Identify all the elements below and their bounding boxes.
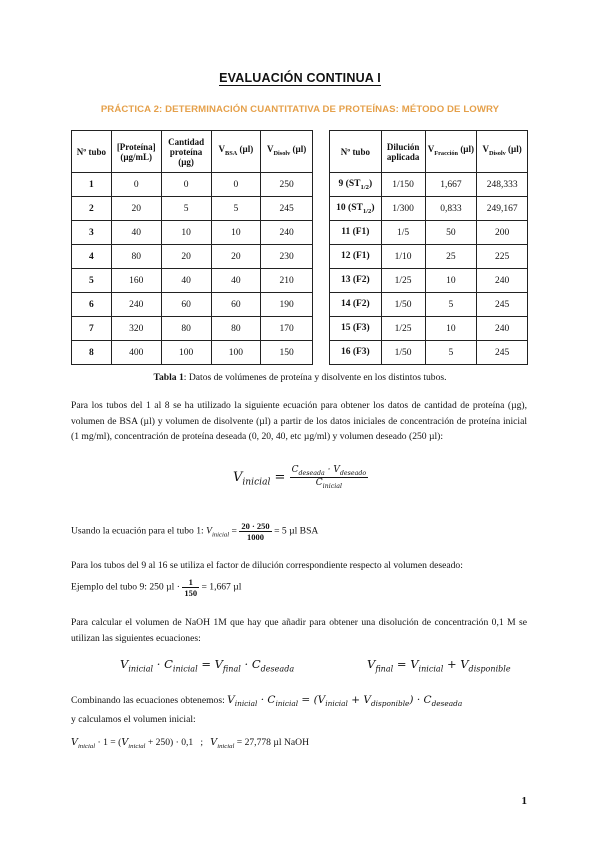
table-cell: 320 xyxy=(111,317,161,341)
header-v-bsa: $V_{BSA}$ (µl) xyxy=(211,131,261,173)
table-cell: 249,167 xyxy=(477,197,528,221)
table-tubes-9-16 xyxy=(329,130,528,365)
table-cell: 20 xyxy=(211,245,261,269)
tube-number: 3 xyxy=(72,221,112,245)
table-cell: 50 xyxy=(425,221,477,245)
table-cell: 0 xyxy=(111,173,161,197)
header-protein-amount: Cantidad proteína (µg) xyxy=(161,131,211,173)
table-row xyxy=(330,269,528,293)
table-cell: 0 xyxy=(211,173,261,197)
table-cell: 160 xyxy=(111,269,161,293)
table-cell: 1/150 xyxy=(381,173,425,197)
tube-number: 7 xyxy=(72,317,112,341)
table-row xyxy=(330,317,528,341)
table-cell: 40 xyxy=(211,269,261,293)
table-cell: 80 xyxy=(161,317,211,341)
table-cell: 230 xyxy=(261,245,313,269)
final-calculation: $V_{inicial} \cdot 1 = (V_{inicial} + 250) \cdot 0,1$ ; $V_{inicial} = 27,778$ µl NaOH xyxy=(71,737,309,750)
table-cell: 10 xyxy=(425,269,477,293)
table-cell: 240 xyxy=(261,221,313,245)
document-title: EVALUACIÓN CONTINUA I xyxy=(219,71,381,85)
tube-number: 4 xyxy=(72,245,112,269)
practice-subtitle: PRÁCTICA 2: DETERMINACIÓN CUANTITATIVA DE PROTEÍNAS: MÉTODO DE LOWRY xyxy=(100,104,500,115)
header-v-disolv: $V_{Disolv}$ (µl) xyxy=(261,131,313,173)
table-cell: 245 xyxy=(477,293,528,317)
table-cell: 5 xyxy=(425,341,477,365)
header-dilution: Dilución aplicada xyxy=(381,131,425,173)
table-cell: 240 xyxy=(477,269,528,293)
table-cell: 170 xyxy=(261,317,313,341)
tube-number: 5 xyxy=(72,269,112,293)
table-cell: 5 xyxy=(425,293,477,317)
table-cell: 10 xyxy=(425,317,477,341)
table-cell: 40 xyxy=(161,269,211,293)
table-row xyxy=(330,173,528,197)
table-cell: 0,833 xyxy=(425,197,477,221)
tube-number: 1 xyxy=(72,173,112,197)
table-cell: 1/5 xyxy=(381,221,425,245)
table-row xyxy=(72,341,313,365)
tube-number: 10 $(ST_{1/2})$ xyxy=(330,197,382,221)
formula-dilution: $V_{inicial} \cdot C_{inicial} = V_{final} \cdot C_{deseada}$ xyxy=(120,657,295,674)
table-row xyxy=(72,173,313,197)
paragraph-method: Para los tubos del 1 al 8 se ha utilizado la siguiente ecuación para obtener los datos de cantidad de proteína (µg), volumen de BSA (µl) y volumen de disolvente (µl) a partir de los datos iniciales de concentración de proteína inicial (1 mg/ml), concentración de proteína deseada (0, 20, 40, etc µg/ml) y volumen deseado (250 µl): xyxy=(71,400,527,442)
table-cell: 80 xyxy=(211,317,261,341)
table-cell: 10 xyxy=(211,221,261,245)
table-tubes-1-8 xyxy=(71,130,313,365)
table-cell: 1/50 xyxy=(381,293,425,317)
table-cell: 190 xyxy=(261,293,313,317)
tube-number: 6 xyxy=(72,293,112,317)
table-cell: 20 xyxy=(161,245,211,269)
table-cell: 248,333 xyxy=(477,173,528,197)
table-cell: 1/25 xyxy=(381,269,425,293)
table-cell: 80 xyxy=(111,245,161,269)
table-cell: 60 xyxy=(211,293,261,317)
table-cell: 40 xyxy=(111,221,161,245)
tube-number: 12 (F1) xyxy=(330,245,382,269)
tube-number: 11 (F1) xyxy=(330,221,382,245)
table-row xyxy=(72,245,313,269)
table-cell: 5 xyxy=(211,197,261,221)
tube-number: 15 (F3) xyxy=(330,317,382,341)
formula-volume-sum: $V_{final} = V_{inicial} + V_{disponible}$ xyxy=(367,657,511,674)
table-cell: 150 xyxy=(261,341,313,365)
table-cell: 210 xyxy=(261,269,313,293)
table-cell: 245 xyxy=(261,197,313,221)
table-cell: 1,667 xyxy=(425,173,477,197)
tube-number: 13 (F2) xyxy=(330,269,382,293)
example-tube-1: Usando la ecuación para el tubo 1: $V_{inicial}$ = $\frac{20 \cdot 250}{1000}$ = 5 µl BSA xyxy=(71,521,319,542)
table-cell: 200 xyxy=(477,221,528,245)
table-cell: 240 xyxy=(477,317,528,341)
table-row xyxy=(330,221,528,245)
header-v-disolv: $V_{Disolv}$ (µl) xyxy=(477,131,528,173)
table-cell: 100 xyxy=(211,341,261,365)
table-row xyxy=(72,317,313,341)
table-cell: 25 xyxy=(425,245,477,269)
table-cell: 1/10 xyxy=(381,245,425,269)
formula-v-inicial: $V_{inicial}$ = $\frac{C_{deseada} \cdot V_{deseado}}{C_{inicial}}$ xyxy=(233,465,367,490)
table-row xyxy=(72,197,313,221)
table-cell: 400 xyxy=(111,341,161,365)
tube-number: 16 (F3) xyxy=(330,341,382,365)
paragraph-dilution: Para los tubos del 9 al 16 se utiliza el factor de dilución correspondiente respecto al volumen deseado: xyxy=(71,560,463,571)
table-cell: 10 xyxy=(161,221,211,245)
table-cell: 100 xyxy=(161,341,211,365)
page-number: 1 xyxy=(521,795,527,807)
header-v-fraccion: $V_{Fracción}$ (µl) xyxy=(425,131,477,173)
table-row xyxy=(72,293,313,317)
table-row xyxy=(330,293,528,317)
tube-number: 8 xyxy=(72,341,112,365)
paragraph-calc: y calculamos el volumen inicial: xyxy=(71,714,196,725)
example-tube-9: Ejemplo del tubo 9: 250 µl · $\frac{1}{150}$ = 1,667 µl xyxy=(71,577,242,598)
table-row xyxy=(330,197,528,221)
table-cell: 60 xyxy=(161,293,211,317)
table-cell: 240 xyxy=(111,293,161,317)
table-row xyxy=(330,341,528,365)
table-caption: Tabla 1: Datos de volúmenes de proteína y disolvente en los distintos tubos. xyxy=(153,372,447,383)
table-cell: 225 xyxy=(477,245,528,269)
table-cell: 1/50 xyxy=(381,341,425,365)
table-cell: 245 xyxy=(477,341,528,365)
table-cell: 1/25 xyxy=(381,317,425,341)
combined-equation: Combinando las ecuaciones obtenemos: $V_{inicial} \cdot C_{inicial} = (V_{inicial} + V_{disponible}) \cdot C_{deseada}$ xyxy=(71,694,463,709)
table-cell: 250 xyxy=(261,173,313,197)
table-row xyxy=(72,221,313,245)
paragraph-naoh: Para calcular el volumen de NaOH 1M que hay que añadir para obtener una disolución de concentración 0,1 M se utilizan las siguientes ecuaciones: xyxy=(71,617,527,644)
tube-number: 9 $(ST_{1/2})$ xyxy=(330,173,382,197)
table-row xyxy=(330,245,528,269)
table-cell: 0 xyxy=(161,173,211,197)
table-row xyxy=(72,269,313,293)
header-tube: Nº tubo xyxy=(72,131,112,173)
table-cell: 20 xyxy=(111,197,161,221)
header-protein-conc: [Proteína] (µg/mL) xyxy=(111,131,161,173)
table-cell: 1/300 xyxy=(381,197,425,221)
tube-number: 14 (F2) xyxy=(330,293,382,317)
tube-number: 2 xyxy=(72,197,112,221)
header-tube: Nº tubo xyxy=(330,131,382,173)
table-cell: 5 xyxy=(161,197,211,221)
